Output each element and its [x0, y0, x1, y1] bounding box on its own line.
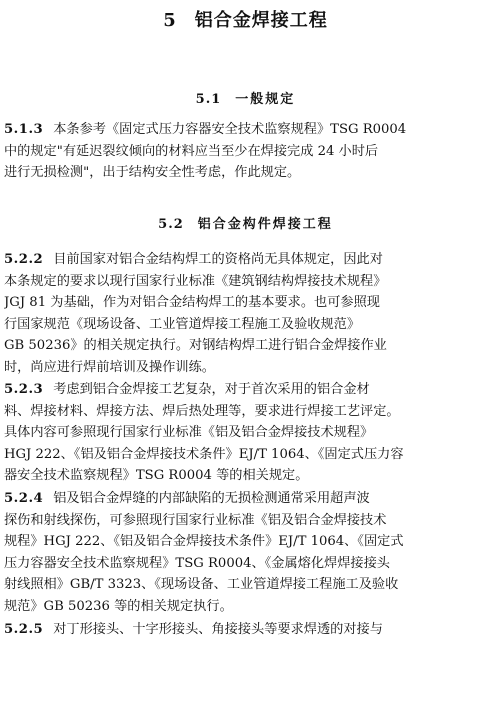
section-heading-5-2 [0, 213, 491, 232]
clause-line: 探伤和射线探伤，可参照现行国家行业标准《铝及铝合金焊接技术 [4, 512, 387, 528]
clause-number: 5.2.4 [4, 491, 44, 506]
section-number: 5.2 [158, 217, 184, 232]
clause-line: 中的规定"有延迟裂纹倾向的材料应当至少在焊接完成 24 小时后 [4, 143, 379, 159]
chapter-title-text: 铝合金焊接工程 [194, 10, 328, 31]
clause-line [4, 488, 487, 510]
clause-line [4, 249, 487, 271]
clause-text: 对丁形接头、十字形接头、角接接头等要求焊透的对接与 [53, 622, 383, 637]
clause-text: 本条参考《固定式压力容器安全技术监察规程》TSG R0004 [53, 122, 407, 137]
clause-text: 目前国家对铝合金结构焊工的资格尚无具体规定，因此对 [53, 252, 383, 267]
clause-line: 时，尚应进行焊前培训及操作训练。 [4, 359, 215, 375]
clause-5-2-2 [4, 249, 487, 379]
chapter-title [0, 6, 491, 32]
clause-line: HGJ 222、《铝及铝合金焊接技术条件》EJ/T 1064、《固定式压力容 [4, 446, 404, 462]
clause-line: 规范》GB 50236 等的相关规定执行。 [4, 598, 233, 614]
clause-line: 行国家规范《现场设备、工业管道焊接工程施工及验收规范》 [4, 316, 361, 332]
clause-5-2-5 [4, 619, 487, 641]
section-title: 一般规定 [235, 92, 296, 107]
clause-number: 5.1.3 [4, 122, 44, 137]
clause-text: 考虑到铝合金焊接工艺复杂，对于首次采用的铝合金材 [53, 382, 370, 397]
clause-line: 本条规定的要求以现行国家行业标准《建筑钢结构焊接技术规程》 [4, 273, 387, 289]
clause-line [4, 119, 487, 141]
clause-line: 压力容器安全技术监察规程》TSG R0004、《金属熔化焊焊接接头 [4, 555, 390, 571]
clause-line [4, 379, 487, 401]
clause-line: 进行无损检测"，出于结构安全性考虑，作此规定。 [4, 165, 301, 181]
clause-line [4, 619, 487, 641]
section-title: 铝合金构件焊接工程 [197, 217, 333, 232]
clause-line: GB 50236》的相关规定执行。对钢结构焊工进行铝合金焊接作业 [4, 338, 387, 354]
clause-line: 器安全技术监察规程》TSG R0004 等的相关规定。 [4, 468, 309, 484]
clause-5-2-3 [4, 379, 487, 487]
chapter-number: 5 [163, 10, 177, 31]
clause-line: 规程》HGJ 222、《铝及铝合金焊接技术条件》EJ/T 1064、《固定式 [4, 534, 404, 550]
clause-5-2-4 [4, 488, 487, 618]
clause-text: 铝及铝合金焊缝的内部缺陷的无损检测通常采用超声波 [53, 491, 370, 506]
clause-number: 5.2.2 [4, 252, 44, 267]
clause-number: 5.2.3 [4, 382, 44, 397]
section-heading-5-1 [0, 88, 491, 107]
clause-line: 具体内容可参照现行国家行业标准《铝及铝合金焊接技术规程》 [4, 425, 374, 441]
section-number: 5.1 [195, 92, 222, 107]
clause-line: JGJ 81 为基础，作为对铝合金结构焊工的基本要求。也可参照现 [4, 295, 380, 311]
clause-5-1-3 [4, 119, 487, 184]
clause-line: 料、焊接材料、焊接方法、焊后热处理等，要求进行焊接工艺评定。 [4, 403, 400, 419]
clause-line: 射线照相》GB/T 3323、《现场设备、工业管道焊接工程施工及验收 [4, 577, 399, 593]
clause-number: 5.2.5 [4, 622, 44, 637]
